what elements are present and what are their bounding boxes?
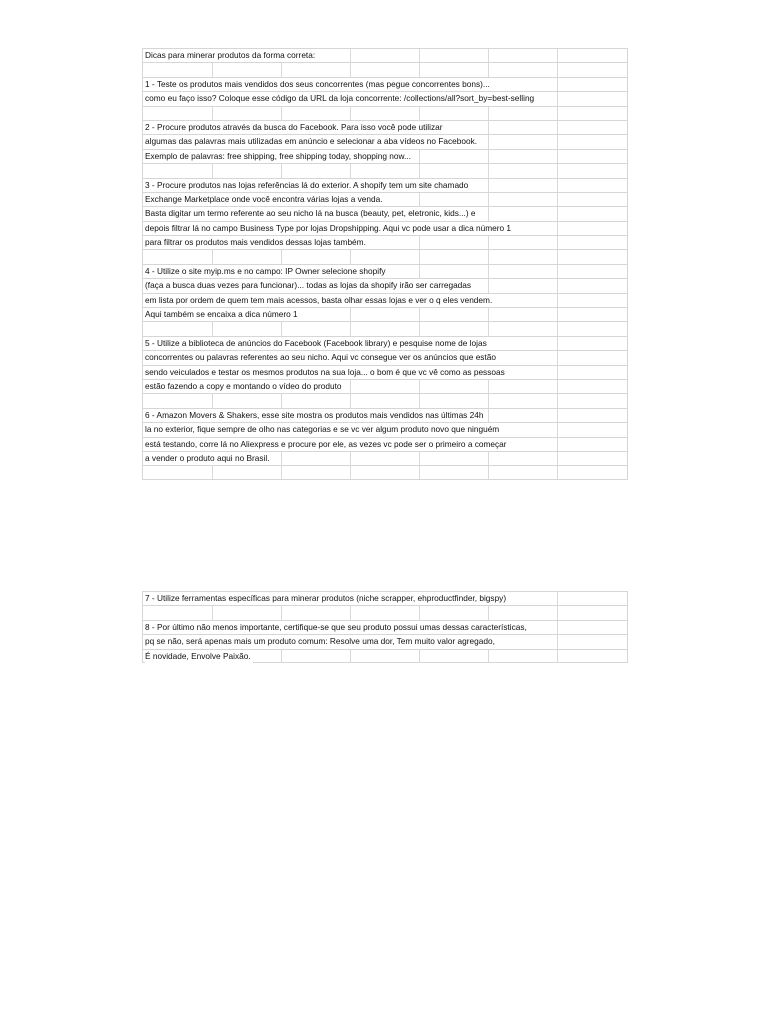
row-text: para filtrar os produtos mais vendidos dessas lojas também. <box>145 236 368 249</box>
row-text: 6 - Amazon Movers & Shakers, esse site mostra os produtos mais vendidos nas últimas 24h <box>145 409 485 422</box>
sheet-row <box>143 249 627 263</box>
sheet-row <box>143 321 627 335</box>
sheet-row <box>143 48 627 62</box>
row-text: 3 - Procure produtos nas lojas referências lá do exterior. A shopify tem um site chamado <box>145 179 470 192</box>
row-text: como eu faço isso? Coloque esse código da URL da loja concorrente: /collections/all?sort_by=best-selling <box>145 92 536 105</box>
sheet-row <box>143 106 627 120</box>
sheet-row <box>143 120 627 134</box>
row-text: É novidade, Envolve Paixão. <box>145 650 253 663</box>
sheet-row <box>143 379 627 393</box>
row-text: 5 - Utilize a biblioteca de anúncios do Facebook (Facebook library) e pesquise nome de lojas <box>145 337 489 350</box>
sheet-row <box>143 365 627 379</box>
sheet-row <box>143 264 627 278</box>
spreadsheet-block-top <box>142 48 628 480</box>
row-text: pq se não, será apenas mais um produto comum: Resolve uma dor, Tem muito valor agregado, <box>145 635 497 648</box>
row-text: está testando, corre lá no Aliexpress e procure por ele, as vezes vc pode ser o primeiro a começar <box>145 438 509 451</box>
sheet-row <box>143 634 627 648</box>
sheet-row <box>143 437 627 451</box>
row-text: 8 - Por último não menos importante, certifique-se que seu produto possui umas dessas características, <box>145 621 529 634</box>
sheet-row <box>143 206 627 220</box>
sheet-row <box>143 649 627 663</box>
row-text: depois filtrar lá no campo Business Type por lojas Dropshipping. Aqui vc pode usar a dica número 1 <box>145 222 513 235</box>
sheet-row <box>143 149 627 163</box>
row-text: 7 - Utilize ferramentas específicas para minerar produtos (niche scrapper, ehproductfinder, bigspy) <box>145 592 508 605</box>
sheet-row <box>143 336 627 350</box>
row-text: concorrentes ou palavras referentes ao seu nicho. Aqui vc consegue ver os anúncios que estão <box>145 351 498 364</box>
sheet-row <box>143 620 627 634</box>
sheet-row <box>143 307 627 321</box>
sheet-row <box>143 163 627 177</box>
sheet-row <box>143 408 627 422</box>
spreadsheet-block-bottom <box>142 591 628 663</box>
sheet-row <box>143 62 627 76</box>
row-text: sendo veiculados e testar os mesmos produtos na sua loja... o bom é que vc vê como as pessoas <box>145 366 507 379</box>
row-text: em lista por ordem de quem tem mais acessos, basta olhar essas lojas e ver o q eles vendem. <box>145 294 494 307</box>
sheet-row <box>143 178 627 192</box>
row-text: Aqui também se encaixa a dica número 1 <box>145 308 300 321</box>
sheet-row <box>143 393 627 407</box>
row-text: 2 - Procure produtos através da busca do Facebook. Para isso você pode utilizar <box>145 121 444 134</box>
sheet-row <box>143 293 627 307</box>
sheet-row <box>143 591 627 605</box>
row-text: Exchange Marketplace onde você encontra várias lojas a venda. <box>145 193 385 206</box>
row-text: estão fazendo a copy e montando o vídeo do produto <box>145 380 344 393</box>
row-text: Exemplo de palavras: free shipping, free shipping today, shopping now... <box>145 150 413 163</box>
sheet-row <box>143 77 627 91</box>
row-text: la no exterior, fique sempre de olho nas categorias e se vc ver algum produto novo que ninguém <box>145 423 501 436</box>
row-text-title: Dicas para minerar produtos da forma correta: <box>145 49 317 62</box>
row-text: 1 - Teste os produtos mais vendidos dos seus concorrentes (mas pegue concorrentes bons)... <box>145 78 492 91</box>
sheet-row <box>143 221 627 235</box>
sheet-row <box>143 422 627 436</box>
sheet-row <box>143 91 627 105</box>
sheet-row <box>143 465 627 479</box>
row-text: a vender o produto aqui no Brasil. <box>145 452 272 465</box>
sheet-row <box>143 235 627 249</box>
sheet-row <box>143 278 627 292</box>
row-text: algumas das palavras mais utilizadas em anúncio e selecionar a aba vídeos no Facebook. <box>145 135 479 148</box>
sheet-row <box>143 192 627 206</box>
sheet-row <box>143 350 627 364</box>
sheet-row <box>143 605 627 619</box>
sheet-row <box>143 451 627 465</box>
row-text: Basta digitar um termo referente ao seu nicho lá na busca (beauty, pet, eletronic, kids...) e <box>145 207 478 220</box>
sheet-row <box>143 134 627 148</box>
row-text: 4 - Utilize o site myip.ms e no campo: IP Owner selecione shopify <box>145 265 388 278</box>
row-text: (faça a busca duas vezes para funcionar)... todas as lojas da shopify irão ser carregadas <box>145 279 473 292</box>
